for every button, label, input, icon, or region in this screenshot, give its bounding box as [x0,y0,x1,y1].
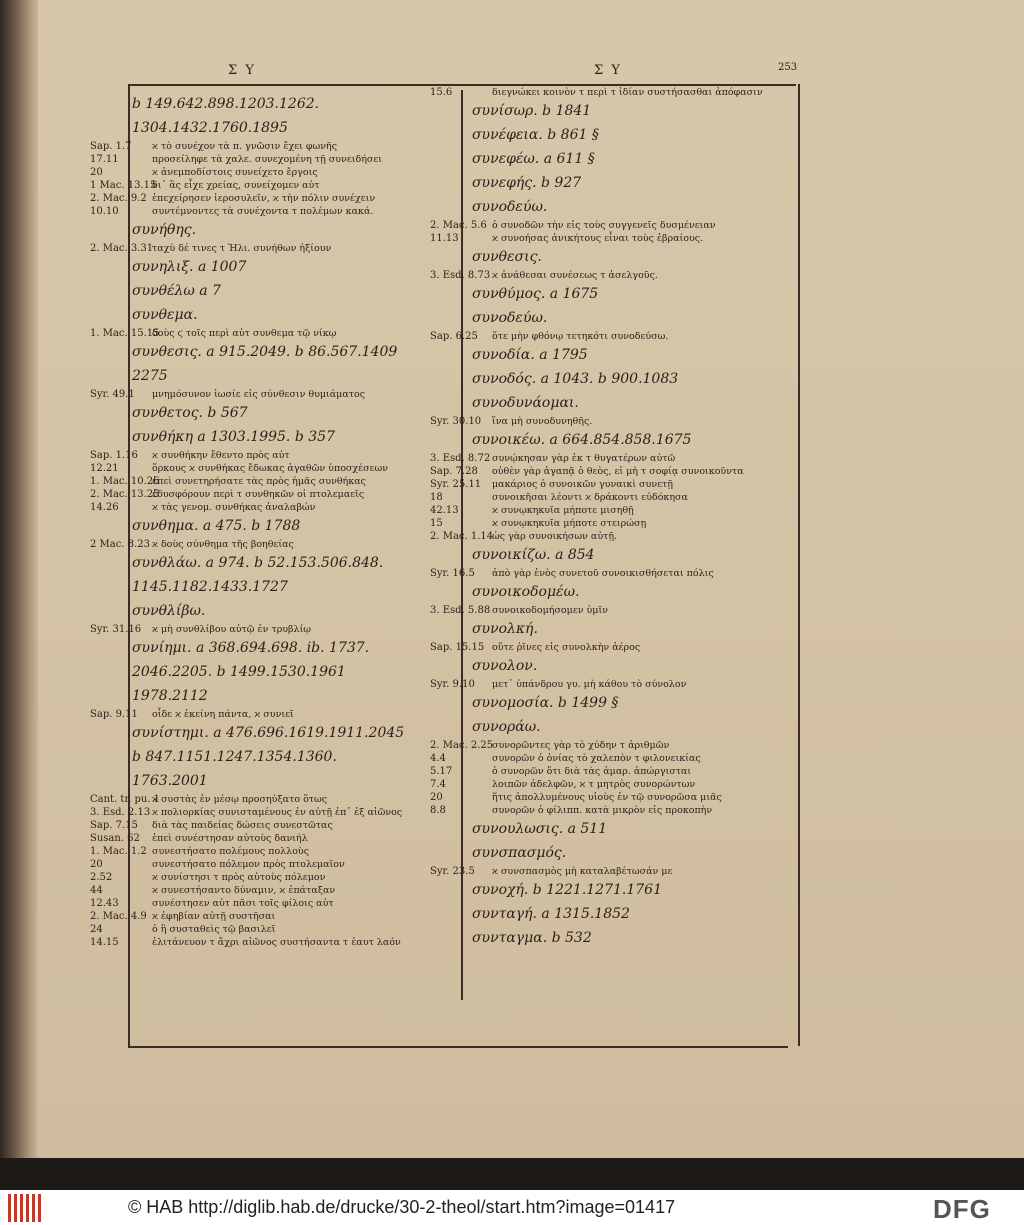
citation-text: ἐδυσφόρουν περὶ τ συνθηκῶν οἱ πτολεμαεῖς [152,489,365,500]
citation-reference: Syr. 16.5 [430,568,475,579]
citation-reference: 8.8 [430,805,446,816]
citation-text: ϰ συνῳκηκυῖα μήποτε στειρώσῃ [492,518,647,529]
citation-line [430,765,800,778]
citation-text: δοὺς ϛ τοῖς περὶ αὐτ συνθεμα τῷ νίκῳ [152,328,337,339]
citation-reference: 1. Mac. 15.15 [90,328,160,339]
headword-text: συνουλωσις. a 511 [472,821,608,837]
headword-text: συνθεμα. [132,307,198,323]
citation-line [90,488,460,501]
citation-text: ὡς γὰρ συνοικήσων αὐτῇ. [492,531,618,542]
headword-entry [430,195,800,219]
hab-logo-icon [6,1194,46,1222]
headword-entry [430,715,800,739]
headword-text: συνηλιξ. a 1007 [132,259,247,275]
citation-reference: Cant. tr. pu. 1 [90,794,161,805]
citation-text: ὁ συνοδῶν τὴν εἰς τοὺς συγγενεῖς δυσμένειαν [492,220,716,231]
citation-reference: Sap. 7.28 [430,466,478,477]
headword-entry [430,617,800,641]
page-paper [38,0,1024,1158]
citation-text: ϰ ἐφηβίαν αὐτῇ συστῆσαι [152,911,276,922]
headword-text: συνοράω. [472,719,541,735]
headword-text: 2275 [132,368,168,384]
citation-line [90,845,460,858]
citation-line [430,452,800,465]
citation-line [430,415,800,428]
headword-entry [430,171,800,195]
headword-text: 1763.2001 [132,773,208,789]
citation-reference: 20 [430,792,443,803]
citation-line [430,86,800,99]
citation-reference: 1. Mac. 1.2 [90,846,147,857]
citation-line [90,462,460,475]
citation-text: ὁ ἢ συσταθεὶς τῷ βασιλεῖ [152,924,276,935]
book-spine [0,0,38,1190]
headword-entry [430,580,800,604]
citation-line [90,910,460,923]
citation-text: ϰ συνῳκηκυῖα μήποτε μισηθῇ [492,505,634,516]
headword-text: συνσπασμός. [472,845,567,861]
headword-text: συνθλάω. a 974. b 52.153.506.848. [132,555,384,571]
citation-reference: Sap. 9.11 [90,709,138,720]
citation-reference: Susan. 62 [90,833,140,844]
citation-line [430,232,800,245]
right-column [430,86,800,950]
citation-line [90,858,460,871]
headword-text: συνθεσις. [472,249,542,265]
citation-line [430,678,800,691]
headword-text: συνοδυνάομαι. [472,395,579,411]
citation-text: λοιπῶν ἀδελφῶν, ϰ τ μητρὸς συνορώντων [492,779,696,790]
citation-line [430,739,800,752]
citation-reference: 12.21 [90,463,119,474]
citation-text: ϰ συνοήσας ἀνικήτους εἶναι τοὺς ἑβραίους. [492,233,704,244]
headword-entry [430,147,800,171]
headword-text: συνταγή. a 1315.1852 [472,906,630,922]
citation-line [90,871,460,884]
citation-reference: Syr. 25.11 [430,479,482,490]
citation-text: μνημόσυνον ἰωσίε εἰς σύνθεσιν θυμιάματος [152,389,366,400]
headword-entry [430,282,800,306]
dfg-logo: DFG [933,1194,991,1224]
headword-text: συνοικοδομέω. [472,584,580,600]
headword-text: συνομοσία. b 1499 § [472,695,619,711]
headword-entry [90,92,460,116]
headword-entry [90,401,460,425]
citation-text: ὅρκους ϰ συνθήκας ἔδωκας ἀγαθῶν ὑποσχέσεων [152,463,389,474]
citation-line [430,504,800,517]
citation-text: συνορῶν ὁ ὀνίας τὸ χαλεπὸν τ φιλονεικίας [492,753,701,764]
headword-entry [430,306,800,330]
headword-text: συνταγμα. b 532 [472,930,592,946]
citation-text: συνορῶντες γὰρ τὸ χύδην τ ἀριθμῶν [492,740,670,751]
headword-entry [430,817,800,841]
citation-reference: Sap. 1.7 [90,141,132,152]
headword-entry [90,769,460,793]
headword-text: συνεφής. b 927 [472,175,582,191]
citation-text: συνορῶν ὁ φίλιππ. κατὰ μικρὸν εἰς προκοπὴν [492,805,713,816]
citation-reference: Sap. 1.16 [90,450,138,461]
citation-line [90,242,460,255]
citation-text: οὐθὲν γὰρ ἀγαπᾷ ὁ θεὸς, εἰ μὴ τ σοφίᾳ συνοικοῦντα [492,466,744,477]
citation-line [90,153,460,166]
citation-text: συνέστησεν αὐτ πᾶσι τοῖς φίλοις αὐτ [152,898,334,909]
headword-text: συνθεσις. a 915.2049. b 86.567.1409 [132,344,398,360]
citation-text: ἐπεχείρησεν ἱεροσυλεῖν, ϰ τὴν πόλιν συνέχειν [152,193,376,204]
citation-reference: 2. Mac. 2.25 [430,740,494,751]
citation-line [430,330,800,343]
citation-text: προσείληφε τὰ χαλε. συνεχομένη τῇ συνειδήσει [152,154,383,165]
citation-reference: 4.4 [430,753,446,764]
headword-text: συνολον. [472,658,538,674]
citation-line [430,491,800,504]
citation-reference: 2. Mac. 9.2 [90,193,147,204]
citation-reference: Sap. 6.25 [430,331,478,342]
citation-line [90,806,460,819]
headword-entry [90,514,460,538]
citation-text: ϰ πολιορκίας συνισταμένους ἐν αὐτῇ ἐπ᾿ ἐξ αἰῶνος [152,807,403,818]
citation-text: οὔτε ῥῖνες εἰς συνολκὴν ἀέρος [492,642,641,653]
headword-entry [90,721,460,745]
citation-text: ὅτε μὴν φθόνῳ τετηκότι συνοδεύσω. [492,331,669,342]
headword-text: συνοδός. a 1043. b 900.1083 [472,371,679,387]
headword-text: συνοχή. b 1221.1271.1761 [472,882,662,898]
headword-entry [90,636,460,660]
headword-text: συνθύμος. a 1675 [472,286,599,302]
headword-entry [430,691,800,715]
left-column [90,92,460,949]
citation-line [430,641,800,654]
citation-text: ϰ συστὰς ἐν μέσῳ προσηύξατο ὅτως [152,794,328,805]
headword-entry [90,551,460,575]
citation-line [90,923,460,936]
headword-text: 2046.2205. b 1499.1530.1961 [132,664,346,680]
citation-text: ϰ συνεστήσαντο δύναμιν, ϰ ἐπάταξαν [152,885,336,896]
citation-line [90,388,460,401]
citation-text: ἵνα μὴ συνοδυνηθῆς. [492,416,593,427]
citation-line [430,517,800,530]
headword-text: συνολκή. [472,621,538,637]
citation-reference: 20 [90,167,103,178]
citation-reference: 10.10 [90,206,119,217]
citation-line [90,623,460,636]
headword-text: συνθετος. b 567 [132,405,248,421]
headword-entry [430,654,800,678]
citation-text: συνοικοδομήσομεν ὑμῖν [492,605,608,616]
citation-reference: Syr. 9.10 [430,679,475,690]
headword-entry [90,425,460,449]
citation-text: ϰ μὴ συνθλίβου αὐτῷ ἐν τρυβλίῳ [152,624,312,635]
citation-line [90,708,460,721]
citation-line [90,832,460,845]
headword-entry [430,543,800,567]
headword-entry [430,367,800,391]
citation-line [90,538,460,551]
citation-reference: Syr. 49.1 [90,389,135,400]
citation-line [90,501,460,514]
citation-reference: 2 Mac. 8.23 [90,539,150,550]
citation-reference: Syr. 31.16 [90,624,142,635]
citation-reference: 2. Mac. 5.6 [430,220,487,231]
headword-entry [90,218,460,242]
running-head-left: Σ Υ [228,63,256,78]
citation-reference: 44 [90,885,103,896]
citation-text: μακάριος ὁ συνοικῶν γυναικὶ συνετῇ [492,479,673,490]
citation-reference: 17.11 [90,154,119,165]
citation-text: συντέμνοντες τὰ συνέχοντα τ πολέμων κακά. [152,206,374,217]
citation-reference: Syr. 23.5 [430,866,475,877]
citation-reference: 3. Esd. 8.73 [430,270,491,281]
citation-line [90,936,460,949]
headword-text: 1145.1182.1433.1727 [132,579,288,595]
citation-text: συνεστήσατο πόλεμον πρὸς πτολεμαῖον [152,859,345,870]
citation-reference: 7.4 [430,779,446,790]
headword-text: συνθημα. a 475. b 1788 [132,518,301,534]
citation-reference: 3. Esd. 8.72 [430,453,491,464]
headword-text: συνήθης. [132,222,197,238]
citation-reference: 24 [90,924,103,935]
headword-text: συνθλίβω. [132,603,206,619]
headword-text: συνοικέω. a 664.854.858.1675 [472,432,692,448]
page-number: 253 [778,62,798,73]
citation-line [90,192,460,205]
headword-entry [430,245,800,269]
headword-text: b 847.1151.1247.1354.1360. [132,749,337,765]
citation-line [90,884,460,897]
headword-entry [90,575,460,599]
viewer-footer [0,1190,1024,1225]
citation-reference: 3. Esd. 5.88 [430,605,491,616]
headword-text: συνέφεια. b 861 § [472,127,599,143]
headword-entry [90,684,460,708]
running-head-right: Σ Υ [594,63,622,78]
citation-line [90,449,460,462]
citation-reference: 14.15 [90,937,119,948]
citation-text: μετ᾿ ὑπάνδρου γυ. μὴ κάθου τὸ σύνολον [492,679,687,690]
headword-entry [430,343,800,367]
headword-entry [90,303,460,327]
headword-text: συνεφέω. a 611 § [472,151,595,167]
headword-text: 1304.1432.1760.1895 [132,120,288,136]
headword-entry [430,926,800,950]
citation-line [90,140,460,153]
citation-reference: Sap. 7.15 [90,820,138,831]
citation-reference: 2. Mac. 13.25 [90,489,160,500]
citation-reference: 15.6 [430,87,453,98]
citation-reference: 15 [430,518,443,529]
headword-text: συνίσωρ. b 1841 [472,103,592,119]
headword-text: συνοδεύω. [472,199,548,215]
citation-text: ἐπεὶ συνετηρήσατε τὰς πρὸς ἡμᾶς συνθήκας [152,476,366,487]
citation-text: ἐπεὶ συνέστησαν αὐτοὺς δανιήλ [152,833,308,844]
headword-entry [90,660,460,684]
headword-entry [430,428,800,452]
citation-reference: 2. Mac. 1.14 [430,531,494,542]
citation-line [90,475,460,488]
citation-reference: 3. Esd. 2.13 [90,807,151,818]
citation-reference: 14.26 [90,502,119,513]
citation-line [430,791,800,804]
headword-entry [90,279,460,303]
citation-text: διὰ τὰς παιδείας δώσεις συνεστῶτας [152,820,333,831]
headword-text: 1978.2112 [132,688,208,704]
headword-text: b 149.642.898.1203.1262. [132,96,320,112]
citation-reference: 11.13 [430,233,459,244]
citation-text: συνεστήσατο πολέμους πολλοὺς [152,846,310,857]
citation-line [430,804,800,817]
citation-text: ϰ συνθήκην ἔθεντο πρὸς αὐτ [152,450,290,461]
headword-entry [90,745,460,769]
page-edge-shadow [0,1158,1024,1190]
citation-line [430,530,800,543]
citation-reference: 20 [90,859,103,870]
citation-reference: 12.43 [90,898,119,909]
citation-text: ϰ ἀνάθεσαι συνέσεως τ ἀσελγοῦς. [492,270,658,281]
citation-reference: 2.52 [90,872,113,883]
citation-reference: Syr. 30.10 [430,416,482,427]
citation-text: ϰ δοὺς σύνθημα τῆς βοηθείας [152,539,294,550]
citation-text: δι᾿ ἃς εἶχε χρείας, συνείχομεν αὐτ [152,180,320,191]
citation-line [430,865,800,878]
citation-text: ϰ ἀνεμποδίστοις συνείχετο ἔργοις [152,167,318,178]
citation-text: οἶδε ϰ ἐκείνη πάντα, ϰ συνιεῖ [152,709,294,720]
citation-text: διεγνώκει κοινὸν τ περὶ τ ἰδίαν συστήσασθαι ἀπόφασιν [492,87,763,98]
citation-line [430,465,800,478]
headword-text: συνθέλω a 7 [132,283,221,299]
headword-text: συνίημι. a 368.694.698. ib. 1737. [132,640,370,656]
citation-line [430,567,800,580]
citation-text: ἀπὸ γὰρ ἑνὸς συνετοῦ συνοικισθήσεται πόλις [492,568,714,579]
citation-text: ϰ τὸ συνέχον τὰ π. γνῶσιν ἔχει φωνῆς [152,141,338,152]
citation-text: ἐλιτάνευον τ ἄχρι αἰῶνος συστήσαντα τ ἑαυτ λαόν [152,937,401,948]
citation-line [90,819,460,832]
headword-entry [90,340,460,364]
headword-text: συνοικίζω. a 854 [472,547,595,563]
citation-text: ϰ συνσπασμὸς μὴ καταλαβέτωσάν με [492,866,673,877]
headword-text: συνοδεύω. [472,310,548,326]
citation-text: ἥτις ἀπολλυμένους υἱοὺς ἐν τῷ συνορῶσα μιᾶς [492,792,722,803]
citation-line [430,752,800,765]
citation-line [90,205,460,218]
rule-bottom [128,1046,788,1048]
headword-entry [430,841,800,865]
citation-reference: Sap. 15.15 [430,642,485,653]
headword-entry [90,364,460,388]
citation-text: ὁ συνορῶν ὅτι διὰ τὰς ἁμαρ. ἀπώργισται [492,766,692,777]
headword-entry [90,255,460,279]
citation-reference: 1 Mac. 13.15 [90,180,157,191]
headword-entry [90,116,460,140]
citation-reference: 2. Mac. 4.9 [90,911,147,922]
copyright-link[interactable]: © HAB http://diglib.hab.de/drucke/30-2-theol/start.htm?image=01417 [128,1197,676,1217]
citation-line [430,269,800,282]
headword-text: συνθήκη a 1303.1995. b 357 [132,429,335,445]
citation-text: ταχὺ δέ τινες τ Ἡλι. συνήθων ἠξίουν [152,243,332,254]
citation-reference: 18 [430,492,443,503]
citation-text: ϰ τὰς γενομ. συνθήκας ἀναλαβών [152,502,316,513]
citation-line [90,327,460,340]
headword-entry [430,391,800,415]
citation-line [90,897,460,910]
citation-text: συνῴκησαν γὰρ ἐκ τ θυγατέρων αὐτῶ [492,453,676,464]
headword-entry [430,123,800,147]
headword-text: συνίστημι. a 476.696.1619.1911.2045 [132,725,405,741]
citation-line [430,478,800,491]
citation-line [90,179,460,192]
citation-reference: 1. Mac. 10.26 [90,476,160,487]
citation-line [90,166,460,179]
citation-reference: 2. Mac. 3.31 [90,243,154,254]
headword-text: συνοδία. a 1795 [472,347,588,363]
citation-line [430,604,800,617]
headword-entry [90,599,460,623]
headword-entry [430,99,800,123]
headword-entry [430,878,800,902]
citation-reference: 5.17 [430,766,453,777]
citation-text: ϰ συνίστησι τ πρὸς αὐτοὺς πόλεμον [152,872,326,883]
headword-entry [430,902,800,926]
citation-line [430,778,800,791]
citation-line [90,793,460,806]
citation-text: συνοικῆσαι λέοντι ϰ δράκοντι εὐδόκησα [492,492,688,503]
citation-line [430,219,800,232]
citation-reference: 42.13 [430,505,459,516]
